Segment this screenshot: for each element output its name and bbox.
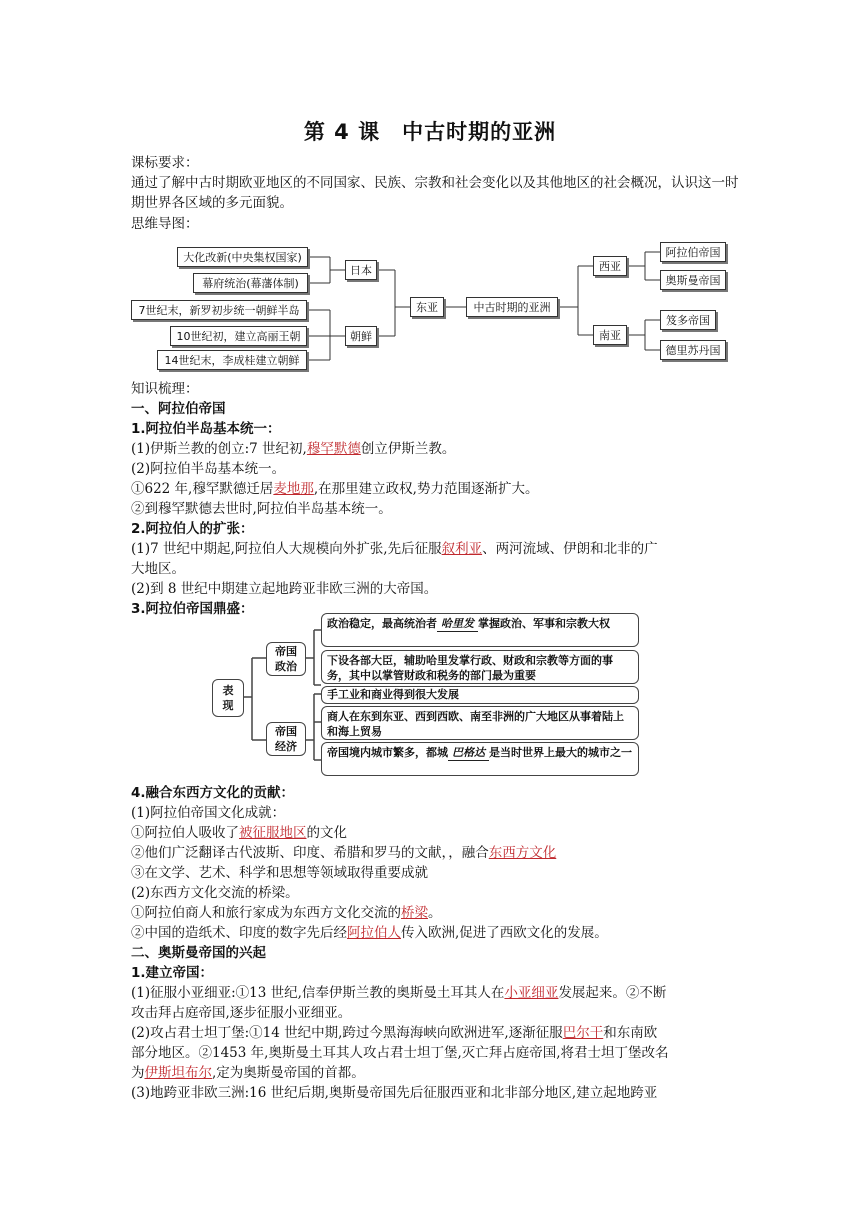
mindmap-south-item: 德里苏丹国 (660, 340, 726, 360)
text-span: 帝国境内城市繁多，都城 (327, 746, 448, 759)
mindmap-korea-item: 10世纪初，建立高丽王朝 (170, 326, 307, 346)
s2-title: 2.阿拉伯人的扩张： (131, 521, 254, 537)
text-span: 、两河流域、伊朗和北非的广 (482, 541, 658, 557)
requirements-text: 通过了解中古时期欧亚地区的不同国家、民族、宗教和社会变化以及其他地区的社会概况，认识这一时期世界各区域的多元面貌。 (131, 175, 739, 211)
text-span: 掌握政治、军事和宗教大权 (478, 617, 610, 630)
diagram-economy-item: 手工业和商业得到很大发展 (321, 686, 639, 704)
mindmap-korea-node: 朝鲜 (345, 326, 377, 346)
diagram-economy-item: 商人在东到东亚、西到西欧、南至非洲的广大地区从事着陆上和海上贸易 (321, 706, 639, 740)
mindmap-korea-item: 7世纪末，新罗初步统一朝鲜半岛 (131, 300, 307, 320)
text-span: 和东南欧 (603, 1025, 658, 1041)
text-span: 为 (131, 1065, 145, 1081)
diagram-economy-node: 帝国经济 (266, 722, 306, 756)
text-span: (1)7 世纪中期起,阿拉伯人大规模向外扩张,先后征服 (131, 541, 442, 557)
section1-heading: 一、阿拉伯帝国 (131, 401, 226, 417)
text-span: ①阿拉伯商人和旅行家成为东西方文化交流的 (131, 905, 401, 921)
s2-1-title: 1.建立帝国： (131, 965, 214, 981)
answer-text: 叙利亚 (441, 541, 483, 557)
answer-text: 被征服地区 (239, 825, 307, 841)
text-span: 。 (428, 905, 442, 921)
mindmap-south-asia-node: 南亚 (593, 325, 627, 345)
text-span: ①阿拉伯人吸收了 (131, 825, 239, 841)
text-span: 发展起来。②不断 (558, 985, 667, 1001)
s2-1-line-2-cont2 (131, 1063, 741, 1083)
s4-line-3 (131, 843, 741, 863)
text-span: 传入欧洲,促进了西欧文化的发展。 (401, 925, 608, 941)
diagram-economy-item (321, 742, 639, 776)
text-span: 的文化 (306, 825, 347, 841)
s4-line-2 (131, 823, 741, 843)
answer-text: 穆罕默德 (306, 441, 361, 457)
s4-title: 4.融合东西方文化的贡献： (131, 785, 295, 801)
text-span: (1)伊斯兰教的创立:7 世纪初, (131, 441, 307, 457)
s2-line-1-cont: 大地区。 (131, 561, 185, 577)
mindmap-center-node: 中古时期的亚洲 (466, 297, 558, 317)
text-span: (1)征服小亚细亚:①13 世纪,信奉伊斯兰教的奥斯曼土耳其人在 (131, 985, 505, 1001)
s4-line-6 (131, 903, 741, 923)
mindmap-japan-item: 大化改新(中央集权国家) (177, 247, 308, 267)
text-span: 是当时世界上最大的城市之一 (489, 746, 632, 759)
s2-1-line-2-cont: 部分地区。②1453 年,奥斯曼土耳其人攻占君士坦丁堡,灭亡拜占庭帝国,将君士坦丁堡改名 (131, 1045, 669, 1061)
answer-text: 小亚细亚 (504, 985, 559, 1001)
section2-heading: 二、奥斯曼帝国的兴起 (131, 945, 266, 961)
text-span: ①622 年,穆罕默德迁居 (131, 481, 274, 497)
answer-text: 东西方文化 (488, 845, 557, 861)
answer-text: 阿拉伯人 (347, 925, 401, 941)
page-title: 第 4 课 中古时期的亚洲 (303, 120, 557, 144)
s4-line-7 (131, 923, 741, 943)
diagram-root: 表现 (212, 679, 244, 717)
s2-line-2: (2)到 8 世纪中期建立起地跨亚非欧三洲的大帝国。 (131, 581, 438, 597)
s1-line-4: ②到穆罕默德去世时,阿拉伯半岛基本统一。 (131, 501, 392, 517)
mindmap-japan-item: 幕府统治(幕藩体制) (193, 273, 308, 293)
answer-text: 伊斯坦布尔 (144, 1065, 212, 1081)
text-span: 创立伊斯兰教。 (360, 441, 456, 457)
diagram-politics-item (321, 613, 639, 647)
mindmap-west-item: 阿拉伯帝国 (660, 242, 726, 262)
s1-line-2: (2)阿拉伯半岛基本统一。 (131, 461, 286, 477)
s3-title: 3.阿拉伯帝国鼎盛： (131, 601, 254, 617)
mindmap-west-asia-node: 西亚 (593, 256, 627, 276)
knowledge-label: 知识梳理： (131, 381, 199, 397)
answer-text: 麦地那 (273, 481, 314, 497)
s4-line-4: ③在文学、艺术、科学和思想等领域取得重要成就 (131, 865, 428, 881)
s2-1-line-1-cont: 攻击拜占庭帝国,逐步征服小亚细亚。 (131, 1005, 352, 1021)
blank-answer: 哈里发 (437, 616, 478, 632)
diagram-politics-node: 帝国政治 (266, 642, 306, 676)
s2-1-line-1 (131, 983, 741, 1003)
s2-1-line-2 (131, 1023, 741, 1043)
s1-title: 1.阿拉伯半岛基本统一： (131, 421, 281, 437)
s4-line-5: (2)东西方文化交流的桥梁。 (131, 885, 299, 901)
mindmap-south-item: 笈多帝国 (660, 310, 716, 330)
answer-text: 桥梁 (401, 905, 428, 921)
text-span: ,定为奥斯曼帝国的首都。 (212, 1065, 365, 1081)
diagram-politics-item: 下设各部大臣，辅助哈里发掌行政、财政和宗教等方面的事务，其中以掌管财政和税务的部门最为重要 (321, 650, 639, 684)
s4-line-1: (1)阿拉伯帝国文化成就： (131, 805, 286, 821)
text-span: (2)攻占君士坦丁堡:①14 世纪中期,跨过今黑海海峡向欧洲进军,逐渐征服 (131, 1025, 563, 1041)
mindmap-japan-node: 日本 (345, 260, 377, 280)
mindmap-east-asia-node: 东亚 (410, 297, 444, 317)
text-span: 政治稳定，最高统治者 (327, 617, 437, 630)
s2-1-line-3: (3)地跨亚非欧三洲:16 世纪后期,奥斯曼帝国先后征服西亚和北非部分地区,建立起地跨亚 (131, 1085, 658, 1101)
requirements-label: 课标要求： (131, 155, 199, 171)
answer-text: 巴尔干 (562, 1025, 604, 1041)
mindmap-label: 思维导图： (131, 216, 199, 232)
text-span: ②中国的造纸术、印度的数字先后经 (131, 925, 347, 941)
text-span: ,在那里建立政权,势力范围逐渐扩大。 (313, 481, 539, 497)
text-span: ②他们广泛翻译古代波斯、印度、希腊和罗马的文献，，融合 (131, 845, 489, 861)
mindmap-korea-item: 14世纪末，李成桂建立朝鲜 (157, 350, 307, 370)
mindmap-west-item: 奥斯曼帝国 (660, 270, 726, 290)
blank-answer: 巴格达 (448, 745, 489, 761)
